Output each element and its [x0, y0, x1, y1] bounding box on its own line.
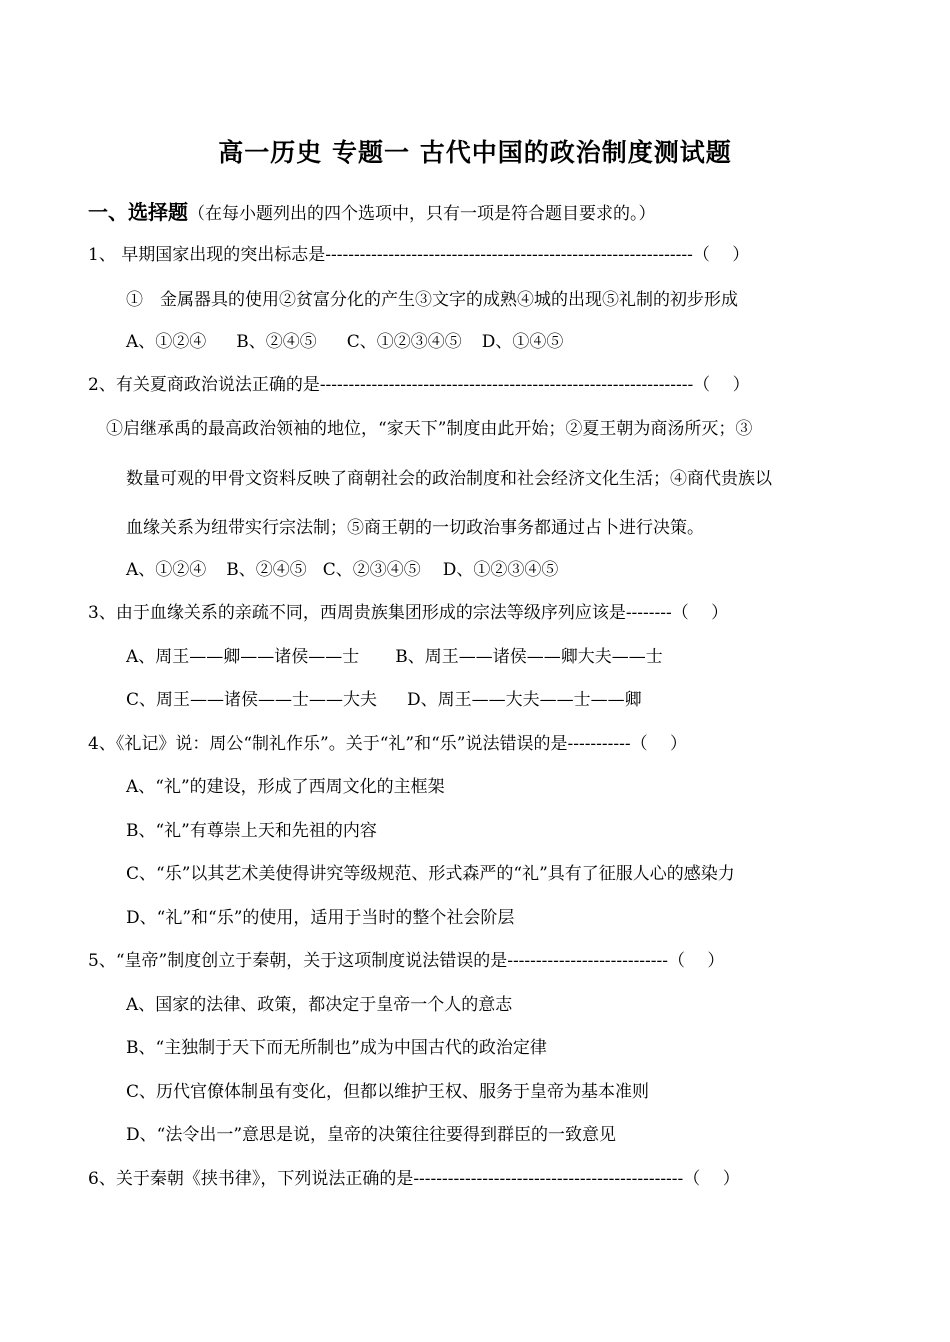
option-c[interactable]: C、②③④⑤ [322, 560, 421, 580]
option-c[interactable]: C、历代官僚体制虽有变化，但都以维护王权、服务于皇帝为基本准则 [126, 1082, 650, 1102]
question-2-items-line-3: 血缘关系为纽带实行宗法制；⑤商王朝的一切政治事务都通过占卜进行决策。 [126, 518, 704, 538]
question-3-stem: 3、由于血缘关系的亲疏不同，西周贵族集团形成的宗法等级序列应该是--------（ ） [88, 603, 729, 623]
question-1-options [126, 331, 563, 353]
page-title: 高一历史 专题一 古代中国的政治制度测试题 [218, 138, 732, 167]
question-5-stem: 5、“皇帝”制度创立于秦朝，关于这项制度说法错误的是----------------------------（ ） [88, 951, 725, 971]
option-a[interactable]: A、“礼”的建设，形成了西周文化的主框架 [126, 777, 445, 797]
option-b[interactable]: B、“礼”有尊崇上天和先祖的内容 [126, 821, 377, 841]
option-d[interactable]: D、“法令出一”意思是说，皇帝的决策往往要得到群臣的一致意见 [126, 1125, 617, 1145]
question-1-items: ① 金属器具的使用②贫富分化的产生③文字的成熟④城的出现⑤礼制的初步形成 [126, 290, 738, 310]
option-d[interactable]: D、①②③④⑤ [442, 560, 559, 580]
section-note: （在每小题列出的四个选项中，只有一项是符合题目要求的。） [188, 204, 656, 224]
question-3-options-row-1 [126, 646, 663, 668]
question-2-stem: 2、有关夏商政治说法正确的是-----------------------------------------------------------------（ ） [88, 375, 750, 395]
option-a[interactable]: A、周王——卿——诸侯——士 [126, 647, 360, 667]
option-d[interactable]: D、周王——大夫——士——卿 [407, 690, 642, 710]
question-3-options-row-2 [126, 689, 642, 711]
option-c[interactable]: C、“乐”以其艺术美使得讲究等级规范、形式森严的“礼”具有了征服人心的感染力 [126, 864, 735, 884]
question-6-stem: 6、关于秦朝《挟书律》，下列说法正确的是-----------------------------------------------（ ） [88, 1169, 740, 1189]
section-heading [88, 201, 656, 225]
option-b[interactable]: B、②④⑤ [236, 332, 317, 352]
option-c[interactable]: C、周王——诸侯——士——大夫 [126, 690, 378, 710]
section-label: 一、选择题 [88, 200, 188, 224]
option-c[interactable]: C、①②③④⑤ [346, 332, 462, 352]
option-b[interactable]: B、“主独制于天下而无所制也”成为中国古代的政治定律 [126, 1038, 547, 1058]
question-1-stem: 1、 早期国家出现的突出标志是----------------------------------------------------------------（ ） [88, 245, 750, 265]
option-d[interactable]: D、①④⑤ [481, 332, 564, 352]
question-4-stem: 4、《礼记》说：周公“制礼作乐”。关于“礼”和“乐”说法错误的是-----------（ ） [88, 734, 688, 754]
question-2-items-line-1: ①启继承禹的最高政治领袖的地位，“家天下”制度由此开始；②夏王朝为商汤所灭；③ [106, 419, 753, 439]
option-d[interactable]: D、“礼”和“乐”的使用，适用于当时的整个社会阶层 [126, 908, 515, 928]
option-a[interactable]: A、国家的法律、政策，都决定于皇帝一个人的意志 [126, 995, 513, 1015]
option-b[interactable]: B、②④⑤ [226, 560, 307, 580]
question-2-items-line-2: 数量可观的甲骨文资料反映了商朝社会的政治制度和社会经济文化生活；④商代贵族以 [126, 469, 772, 489]
option-a[interactable]: A、①②④ [126, 332, 207, 352]
option-a[interactable]: A、①②④ [126, 560, 207, 580]
option-b[interactable]: B、周王——诸侯——卿大夫——士 [395, 647, 663, 667]
question-2-options [126, 559, 558, 581]
